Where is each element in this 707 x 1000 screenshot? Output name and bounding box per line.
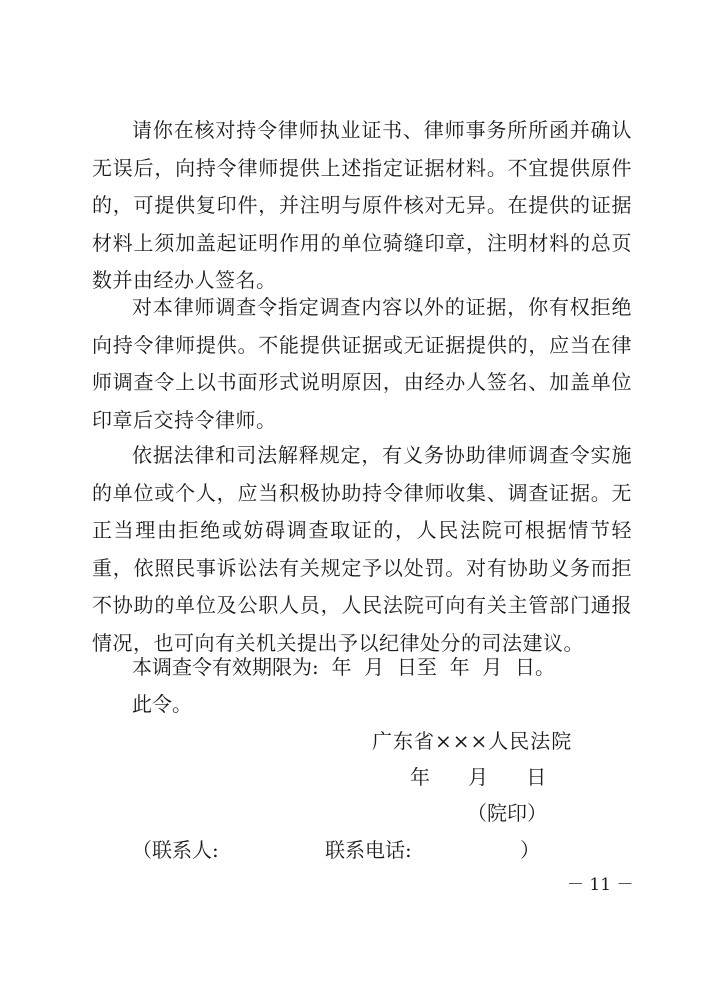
contact-phone-label: 联系电话: bbox=[325, 838, 412, 862]
contact-close-paren: ） bbox=[520, 838, 540, 862]
paragraph-refusal-rights: 对本律师调查令指定调查内容以外的证据，你有权拒绝向持令律师提供。不能提供证据或无证据提供的，应当在律师调查令上以书面形式说明原因，由经办人签名、加盖单位印章后交持令律师。 bbox=[92, 295, 632, 432]
contact-person-label: （联系人: bbox=[132, 838, 219, 862]
validity-period-line: 本调查令有效期限为: 年 月 日至 年 月 日。 bbox=[132, 655, 556, 679]
paragraph-verification: 请你在核对持令律师执业证书、律师事务所所函并确认无误后，向持令律师提供上述指定证据材料。不宜提供原件的，可提供复印件，并注明与原件核对无异。在提供的证据材料上须加盖起证明作用的单位骑缝印章，注明材料的总页数并由经办人签名。 bbox=[92, 118, 632, 292]
court-name: 广东省×××人民法院 bbox=[372, 729, 573, 753]
signature-date: 年 月 日 bbox=[410, 765, 547, 789]
court-seal-label: （院印） bbox=[467, 801, 547, 825]
order-closing-line: 此令。 bbox=[132, 692, 192, 716]
page-number: － 11 － bbox=[567, 875, 634, 895]
paragraph-legal-basis: 依据法律和司法解释规定，有义务协助律师调查令实施的单位或个人，应当积极协助持令律师收集、调查证据。无正当理由拒绝或妨碍调查取证的，人民法院可根据情节轻重，依照民事诉讼法有关规定予以处罚。对有协助义务而拒不协助的单位及公职人员，人民法院可向有关主管部门通报情况，也可向有关机关提出予以纪律处分的司法建议。 bbox=[92, 443, 632, 655]
